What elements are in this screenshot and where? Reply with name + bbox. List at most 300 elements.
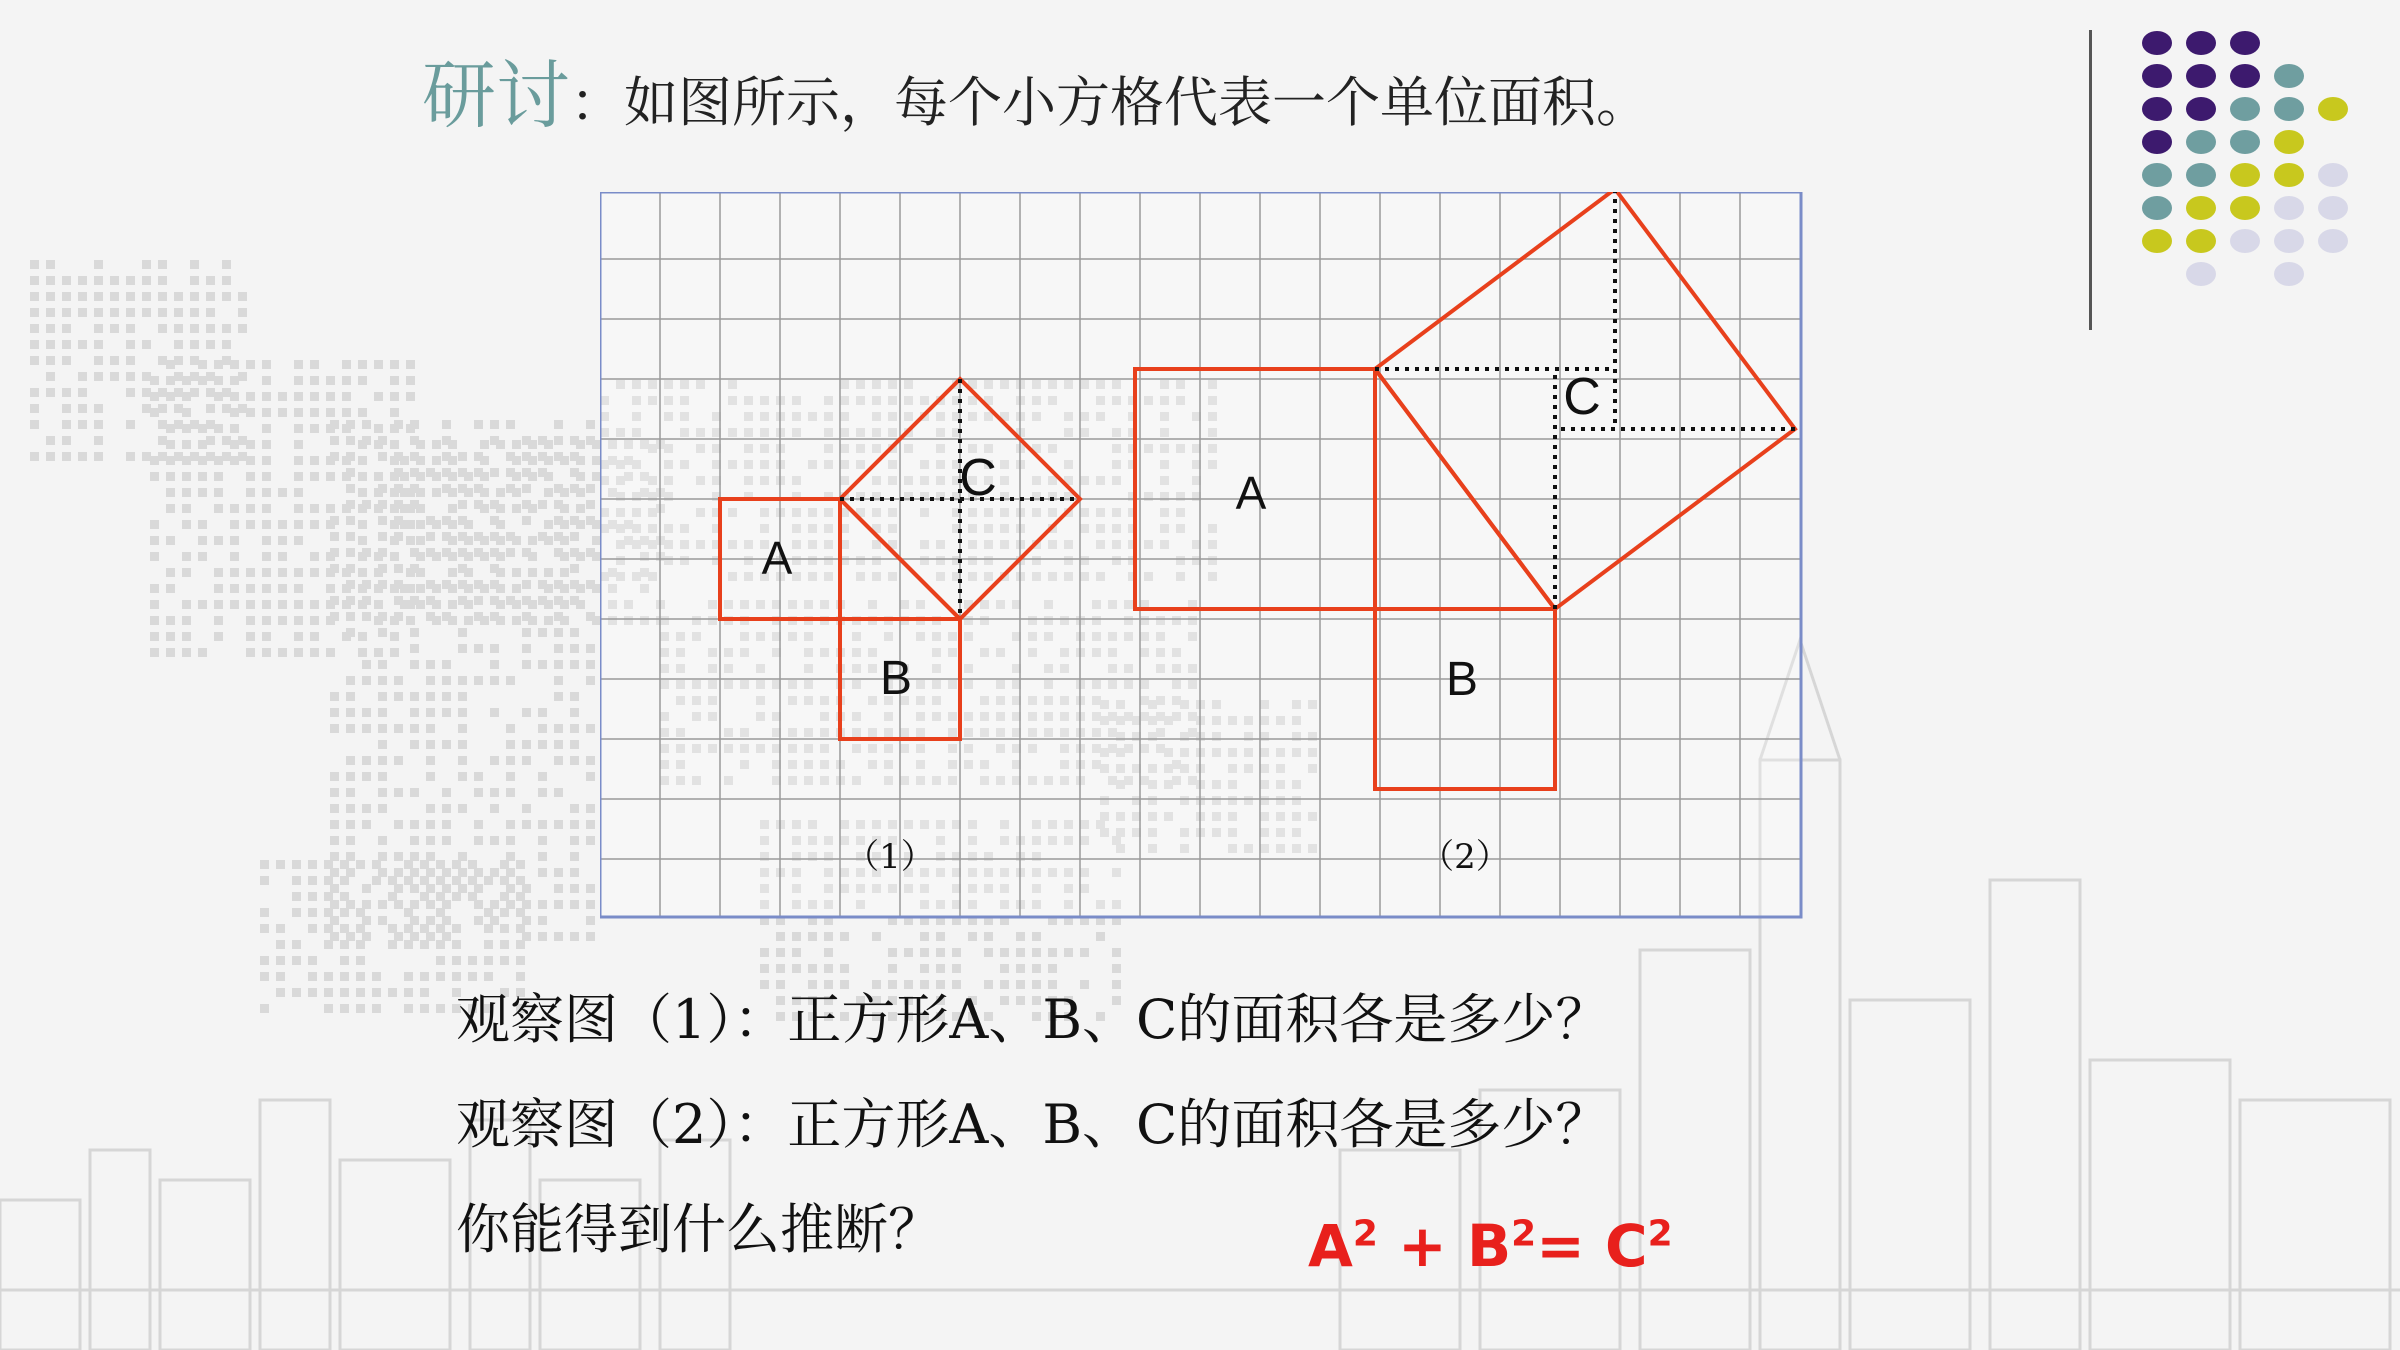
map-cell bbox=[522, 740, 531, 749]
map-cell bbox=[356, 924, 365, 933]
map-cell bbox=[538, 772, 547, 781]
map-cell bbox=[294, 648, 303, 657]
map-cell bbox=[278, 488, 287, 497]
map-cell bbox=[410, 788, 419, 797]
map-cell bbox=[480, 488, 489, 497]
map-cell bbox=[276, 956, 285, 965]
map-cell bbox=[378, 788, 387, 797]
map-cell bbox=[174, 452, 183, 461]
map-cell bbox=[426, 932, 435, 941]
map-cell bbox=[538, 836, 547, 845]
map-cell bbox=[1080, 948, 1089, 957]
map-cell bbox=[458, 452, 467, 461]
map-cell bbox=[182, 376, 191, 385]
map-cell bbox=[294, 584, 303, 593]
map-cell bbox=[142, 340, 151, 349]
map-cell bbox=[214, 568, 223, 577]
map-cell bbox=[166, 360, 175, 369]
map-cell bbox=[410, 884, 419, 893]
logo-dot bbox=[2186, 130, 2216, 154]
map-cell bbox=[560, 568, 569, 577]
map-cell bbox=[94, 436, 103, 445]
map-cell bbox=[586, 756, 595, 765]
map-cell bbox=[406, 536, 415, 545]
map-cell bbox=[238, 292, 247, 301]
map-cell bbox=[310, 648, 319, 657]
map-cell bbox=[410, 660, 419, 669]
map-cell bbox=[528, 616, 537, 625]
map-cell bbox=[516, 892, 525, 901]
map-cell bbox=[560, 456, 569, 465]
map-cell bbox=[378, 676, 387, 685]
map-cell bbox=[432, 552, 441, 561]
map-cell bbox=[506, 740, 515, 749]
map-cell bbox=[378, 660, 387, 669]
map-cell bbox=[378, 612, 387, 621]
map-cell bbox=[166, 456, 175, 465]
map-cell bbox=[500, 892, 509, 901]
map-cell bbox=[362, 612, 371, 621]
map-cell bbox=[468, 876, 477, 885]
skyline-building bbox=[2240, 1100, 2390, 1350]
skyline-building bbox=[260, 1100, 330, 1350]
map-cell bbox=[214, 392, 223, 401]
map-cell bbox=[246, 584, 255, 593]
map-cell bbox=[126, 372, 135, 381]
map-cell bbox=[142, 372, 151, 381]
map-cell bbox=[436, 876, 445, 885]
map-cell bbox=[416, 536, 425, 545]
map-cell bbox=[362, 660, 371, 669]
map-cell bbox=[78, 292, 87, 301]
map-cell bbox=[406, 616, 415, 625]
map-cell bbox=[346, 468, 355, 477]
map-cell bbox=[1000, 964, 1009, 973]
map-cell bbox=[394, 900, 403, 909]
map-cell bbox=[512, 472, 521, 481]
fig1-caption: （1） bbox=[845, 837, 935, 877]
map-cell bbox=[346, 516, 355, 525]
map-cell bbox=[586, 772, 595, 781]
map-cell bbox=[490, 836, 499, 845]
map-cell bbox=[522, 900, 531, 909]
map-cell bbox=[554, 436, 563, 445]
map-cell bbox=[776, 932, 785, 941]
map-cell bbox=[420, 1004, 429, 1013]
map-cell bbox=[378, 772, 387, 781]
map-cell bbox=[158, 324, 167, 333]
map-cell bbox=[324, 892, 333, 901]
map-cell bbox=[324, 908, 333, 917]
map-cell bbox=[182, 568, 191, 577]
fig2-label-b: B bbox=[1445, 653, 1479, 706]
map-cell bbox=[198, 648, 207, 657]
map-cell bbox=[46, 308, 55, 317]
map-cell bbox=[94, 404, 103, 413]
map-cell bbox=[426, 708, 435, 717]
map-cell bbox=[372, 972, 381, 981]
map-cell bbox=[416, 552, 425, 561]
map-cell bbox=[480, 584, 489, 593]
map-cell bbox=[278, 584, 287, 593]
map-cell bbox=[426, 884, 435, 893]
map-cell bbox=[356, 908, 365, 917]
map-cell bbox=[330, 692, 339, 701]
map-cell bbox=[190, 308, 199, 317]
map-cell bbox=[362, 500, 371, 509]
map-cell bbox=[126, 388, 135, 397]
map-cell bbox=[544, 584, 553, 593]
map-cell bbox=[182, 424, 191, 433]
map-cell bbox=[346, 756, 355, 765]
map-cell bbox=[330, 868, 339, 877]
map-cell bbox=[190, 372, 199, 381]
map-cell bbox=[560, 536, 569, 545]
map-cell bbox=[292, 940, 301, 949]
map-cell bbox=[330, 532, 339, 541]
map-cell bbox=[544, 520, 553, 529]
map-cell bbox=[190, 324, 199, 333]
map-cell bbox=[378, 484, 387, 493]
map-cell bbox=[416, 568, 425, 577]
map-cell bbox=[458, 708, 467, 717]
map-cell bbox=[262, 632, 271, 641]
heading bbox=[422, 53, 1650, 143]
map-cell bbox=[464, 600, 473, 609]
map-cell bbox=[480, 616, 489, 625]
map-cell bbox=[158, 452, 167, 461]
map-cell bbox=[330, 436, 339, 445]
map-cell bbox=[190, 260, 199, 269]
map-cell bbox=[230, 584, 239, 593]
map-cell bbox=[308, 988, 317, 997]
logo-dot bbox=[2230, 163, 2260, 187]
map-cell bbox=[214, 360, 223, 369]
map-cell bbox=[378, 564, 387, 573]
map-cell bbox=[94, 420, 103, 429]
map-cell bbox=[506, 900, 515, 909]
map-cell bbox=[378, 692, 387, 701]
map-cell bbox=[198, 520, 207, 529]
map-cell bbox=[506, 868, 515, 877]
map-cell bbox=[246, 488, 255, 497]
map-cell bbox=[94, 260, 103, 269]
map-cell bbox=[538, 852, 547, 861]
formula-equals: = bbox=[1536, 1212, 1606, 1280]
map-cell bbox=[278, 552, 287, 561]
map-cell bbox=[576, 584, 585, 593]
question-2: 观察图（2）：正方形A、B、C的面积各是多少？ bbox=[456, 1093, 1610, 1156]
map-cell bbox=[182, 472, 191, 481]
map-cell bbox=[484, 924, 493, 933]
map-cell bbox=[464, 568, 473, 577]
map-cell bbox=[346, 868, 355, 877]
map-cell bbox=[410, 932, 419, 941]
map-cell bbox=[324, 988, 333, 997]
map-cell bbox=[346, 612, 355, 621]
map-cell bbox=[346, 436, 355, 445]
map-cell bbox=[808, 932, 817, 941]
map-cell bbox=[374, 424, 383, 433]
map-cell bbox=[522, 580, 531, 589]
map-cell bbox=[94, 324, 103, 333]
map-cell bbox=[330, 564, 339, 573]
map-cell bbox=[308, 876, 317, 885]
map-cell bbox=[554, 788, 563, 797]
logo-dot bbox=[2274, 229, 2304, 253]
map-cell bbox=[372, 860, 381, 869]
map-cell bbox=[394, 884, 403, 893]
map-cell bbox=[516, 956, 525, 965]
map-cell bbox=[330, 420, 339, 429]
map-cell bbox=[394, 724, 403, 733]
map-cell bbox=[544, 600, 553, 609]
map-cell bbox=[506, 820, 515, 829]
map-cell bbox=[984, 948, 993, 957]
map-cell bbox=[110, 292, 119, 301]
logo-dot bbox=[2318, 97, 2348, 121]
map-cell bbox=[490, 644, 499, 653]
map-cell bbox=[560, 584, 569, 593]
map-cell bbox=[442, 820, 451, 829]
map-cell bbox=[442, 676, 451, 685]
fig1-label-c: C bbox=[959, 449, 997, 507]
map-cell bbox=[538, 740, 547, 749]
map-cell bbox=[190, 356, 199, 365]
map-cell bbox=[294, 472, 303, 481]
map-cell bbox=[410, 644, 419, 653]
map-cell bbox=[474, 596, 483, 605]
map-cell bbox=[404, 972, 413, 981]
map-cell bbox=[374, 648, 383, 657]
fig1-label-b: B bbox=[879, 652, 913, 705]
map-cell bbox=[262, 360, 271, 369]
map-cell bbox=[538, 868, 547, 877]
map-cell bbox=[230, 424, 239, 433]
map-cell bbox=[310, 392, 319, 401]
map-cell bbox=[586, 500, 595, 509]
map-cell bbox=[458, 692, 467, 701]
map-cell bbox=[560, 488, 569, 497]
map-cell bbox=[310, 424, 319, 433]
map-cell bbox=[126, 452, 135, 461]
map-cell bbox=[158, 260, 167, 269]
map-cell bbox=[500, 860, 509, 869]
map-cell bbox=[166, 568, 175, 577]
map-cell bbox=[442, 660, 451, 669]
map-cell bbox=[374, 392, 383, 401]
map-cell bbox=[342, 360, 351, 369]
map-cell bbox=[484, 876, 493, 885]
map-cell bbox=[792, 932, 801, 941]
map-cell bbox=[330, 772, 339, 781]
map-cell bbox=[326, 648, 335, 657]
map-cell bbox=[586, 420, 595, 429]
map-cell bbox=[840, 964, 849, 973]
map-cell bbox=[30, 276, 39, 285]
map-cell bbox=[238, 452, 247, 461]
map-cell bbox=[458, 740, 467, 749]
map-cell bbox=[448, 488, 457, 497]
map-cell bbox=[378, 756, 387, 765]
skyline-building bbox=[1990, 880, 2080, 1350]
map-cell bbox=[246, 456, 255, 465]
map-cell bbox=[436, 924, 445, 933]
map-cell bbox=[394, 820, 403, 829]
map-cell bbox=[260, 924, 269, 933]
map-cell bbox=[358, 632, 367, 641]
map-cell bbox=[222, 388, 231, 397]
map-cell bbox=[400, 456, 409, 465]
map-cell bbox=[448, 584, 457, 593]
map-cell bbox=[512, 536, 521, 545]
map-cell bbox=[776, 948, 785, 957]
map-cell bbox=[214, 632, 223, 641]
map-cell bbox=[496, 552, 505, 561]
map-cell bbox=[570, 628, 579, 637]
logo-dot bbox=[2230, 97, 2260, 121]
map-cell bbox=[824, 964, 833, 973]
map-cell bbox=[78, 388, 87, 397]
map-cell bbox=[346, 788, 355, 797]
map-cell bbox=[464, 616, 473, 625]
map-cell bbox=[246, 568, 255, 577]
map-cell bbox=[182, 504, 191, 513]
map-cell bbox=[936, 948, 945, 957]
map-cell bbox=[294, 408, 303, 417]
map-cell bbox=[262, 456, 271, 465]
map-cell bbox=[516, 972, 525, 981]
map-cell bbox=[62, 308, 71, 317]
formula-b: B bbox=[1466, 1212, 1512, 1280]
map-cell bbox=[1096, 932, 1105, 941]
map-cell bbox=[346, 548, 355, 557]
map-cell bbox=[490, 900, 499, 909]
map-cell bbox=[292, 860, 301, 869]
map-cell bbox=[262, 424, 271, 433]
logo-dot bbox=[2274, 64, 2304, 88]
map-cell bbox=[198, 488, 207, 497]
map-cell bbox=[420, 988, 429, 997]
map-cell bbox=[174, 292, 183, 301]
map-cell bbox=[230, 536, 239, 545]
map-cell bbox=[544, 536, 553, 545]
map-cell bbox=[1032, 964, 1041, 973]
map-cell bbox=[346, 452, 355, 461]
map-cell bbox=[570, 820, 579, 829]
map-cell bbox=[276, 940, 285, 949]
map-cell bbox=[262, 568, 271, 577]
map-cell bbox=[310, 376, 319, 385]
map-cell bbox=[110, 356, 119, 365]
map-cell bbox=[400, 584, 409, 593]
map-cell bbox=[294, 360, 303, 369]
map-cell bbox=[1064, 948, 1073, 957]
map-cell bbox=[560, 552, 569, 561]
map-cell bbox=[410, 740, 419, 749]
map-cell bbox=[246, 440, 255, 449]
map-cell bbox=[94, 356, 103, 365]
map-cell bbox=[294, 536, 303, 545]
map-cell bbox=[464, 520, 473, 529]
map-cell bbox=[496, 520, 505, 529]
map-cell bbox=[222, 436, 231, 445]
map-cell bbox=[308, 972, 317, 981]
map-cell bbox=[346, 420, 355, 429]
map-cell bbox=[474, 900, 483, 909]
map-cell bbox=[166, 488, 175, 497]
map-cell bbox=[1016, 948, 1025, 957]
map-cell bbox=[442, 868, 451, 877]
map-cell bbox=[326, 504, 335, 513]
map-cell bbox=[480, 472, 489, 481]
map-cell bbox=[262, 488, 271, 497]
map-cell bbox=[390, 552, 399, 561]
map-cell bbox=[442, 692, 451, 701]
map-cell bbox=[390, 392, 399, 401]
map-cell bbox=[342, 376, 351, 385]
map-cell bbox=[388, 924, 397, 933]
map-cell bbox=[126, 420, 135, 429]
map-cell bbox=[294, 488, 303, 497]
map-cell bbox=[126, 292, 135, 301]
map-cell bbox=[586, 724, 595, 733]
map-cell bbox=[374, 472, 383, 481]
map-cell bbox=[362, 916, 371, 925]
map-cell bbox=[448, 616, 457, 625]
map-cell bbox=[490, 660, 499, 669]
map-cell bbox=[358, 472, 367, 481]
map-cell bbox=[458, 628, 467, 637]
map-cell bbox=[436, 860, 445, 869]
map-cell bbox=[400, 520, 409, 529]
map-cell bbox=[464, 488, 473, 497]
map-cell bbox=[416, 520, 425, 529]
map-cell bbox=[222, 260, 231, 269]
logo-dot bbox=[2186, 262, 2216, 286]
map-cell bbox=[142, 452, 151, 461]
map-cell bbox=[426, 756, 435, 765]
map-cell bbox=[310, 632, 319, 641]
map-cell bbox=[388, 940, 397, 949]
map-cell bbox=[538, 500, 547, 509]
logo-dot bbox=[2142, 31, 2172, 55]
map-cell bbox=[356, 1004, 365, 1013]
logo-dot bbox=[2142, 196, 2172, 220]
map-cell bbox=[394, 676, 403, 685]
map-cell bbox=[262, 440, 271, 449]
map-cell bbox=[570, 532, 579, 541]
map-cell bbox=[46, 452, 55, 461]
map-cell bbox=[356, 940, 365, 949]
map-cell bbox=[400, 504, 409, 513]
map-cell bbox=[190, 452, 199, 461]
map-cell bbox=[330, 596, 339, 605]
map-cell bbox=[78, 276, 87, 285]
map-cell bbox=[570, 660, 579, 669]
map-cell bbox=[410, 692, 419, 701]
map-cell bbox=[340, 876, 349, 885]
map-cell bbox=[538, 820, 547, 829]
map-cell bbox=[378, 724, 387, 733]
map-cell bbox=[174, 420, 183, 429]
map-cell bbox=[426, 724, 435, 733]
map-cell bbox=[426, 804, 435, 813]
map-cell bbox=[480, 536, 489, 545]
map-cell bbox=[458, 884, 467, 893]
map-cell bbox=[952, 964, 961, 973]
map-cell bbox=[426, 692, 435, 701]
